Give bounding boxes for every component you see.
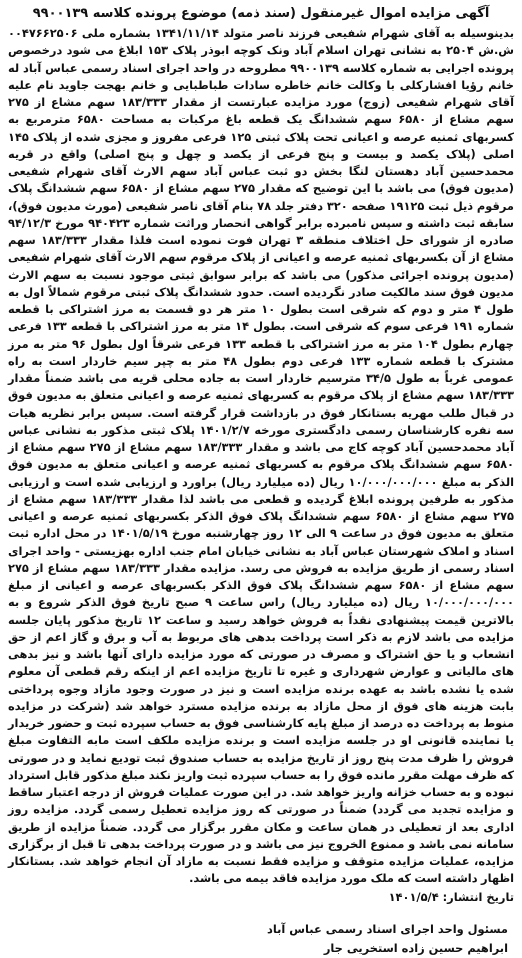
notice-body: بدینوسیله به آقای شهرام شفیعی فرزند ناصر متولد ۱۳۴۱/۱۱/۱۴ بشماره ملی ۰۰۴۷۶۶۲۵۰۶ ش.ش ۲۵۰۴ به نشانی تهران اسلام آباد ونک کوچه ابوذر پلاک ۱۵۳ ابلاغ می شود درخصوص پرونده اجرایی به شماره کلاسه ۹۹۰۰۱۳۹ مطروحه در واحد اجرای اسناد رسمی عباس آباد له خانم رؤیا افشارکلی با وکالت خانم خاطره سادات طباطبایی و خانم بهجت جاوید نام علیه آقای شهرام شفیعی (زوج) مورد مزایده عبارتست از مقدار ۱۸۳/۳۳۳ سهم مشاع از ۲۷۵ سهم مشاع از ۶۵۸۰ سهم ششدانگ یک قطعه باغ مرکبات به مساحت ۶۵۸۰ مترمربع به کسربهای ثمنیه عرصه و اعیانی تحت پلاک ثبتی ۱۲۵ فرعی مفروز و مجزی شده از پلاک ۱۴۵ اصلی (پلاک یکصد و بیست و پنج فرعی از یکصد و چهل و پنج اصلی) واقع در قریه محمدحسین آباد دهستان لنگا بخش دو ثبت عباس آباد سهم الارث آقای شهرام شفیعی (مدیون فوق) می باشد با این توضیح که مقدار ۲۷۵ سهم مشاع از ۶۵۸۰ سهم ششدانگ پلاک مرقوم ذیل ثبت ۱۹۱۲۵ صفحه ۳۲۰ دفتر جلد ۷۸ بنام آقای ناصر شفیعی (مورث مدیون فوق)، سابقه ثبت داشته و سپس نامبرده برابر گواهی انحصار وراثت شماره ۹۴۰۴۲۳ مورخ ۹۴/۱۲/۳ صادره از شورای حل اختلاف منطقه ۳ تهران فوت نموده است فلذا مقدار ۱۸۳/۳۳۳ سهم مشاع از آن بکسربهای ثمنیه عرصه و اعیانی از پلاک مرقوم سهم الارث آقای شهرام شفیعی (مدیون پرونده اجرائی مذکور) می باشد که برابر سوابق ثبتی موجود نسبت به سهم الارث مدیون فوق سند مالکیت صادر نگردیده است. حدود ششدانگ پلاک ثبتی مرقوم شمالاً اول به طول ۴ متر و دوم که شرقی است بطول ۱۰ متر هر دو قسمت به مرز اشتراکی با قطعه شماره ۱۹۱ فرعی سوم که شرقی است. بطول ۱۴ متر به مرز اشتراکی با قطعه ۱۳۳ فرعی چهارم بطول ۱۰۴ متر به مرز اشتراکی با قطعه ۱۳۳ فرعی شرقاً اول بطول ۹۶ متر به مرز مشترک با قطعه شماره ۱۳۳ فرعی دوم بطول ۴۸ متر به چپر سیم خاردار است به راه عمومی غرباً به طول ۳۴/۵ مترسیم خاردار است به جاده محلی قریه می باشد ضمناً مقدار ۱۸۳/۳۳۳ سهم مشاع از پلاک مرقوم به کسربهای ثمنیه عرصه و اعیانی متعلق به مدیون فوق در قبال طلب مهریه بستانکار فوق در بازداشت قرار گرفته است. سپس برابر نظریه هیات سه نفره کارشناسان رسمی دادگستری مورخه ۱۴۰۱/۲/۷ پلاک ثبتی مذکور به نشانی عباس آباد محمدحسین آباد کوچه کاج می باشد و مقدار ۱۸۳/۳۳۳ سهم مشاع از ۲۷۵ سهم مشاع از ۶۵۸۰ سهم ششدانگ پلاک مرقوم به کسربهای ثمنیه عرصه و اعیانی متعلق به مدیون فوق الذکر به مبلغ ۱۰/۰۰۰/۰۰۰/۰۰۰ ریال (ده میلیارد ریال) براورد و ارزیابی شده است و ارزیابی مذکور به طرفین پرونده ابلاغ گردیده و قطعی می باشد لذا مقدار ۱۸۳/۳۳۳ سهم مشاع از ۲۷۵ سهم مشاع از ۶۵۸۰ سهم ششدانگ پلاک فوق الذکر بکسربهای ثمنیه عرصه و اعیانی متعلق به مدیون فوق در ساعت ۹ الی ۱۲ روز چهارشنبه مورخ ۱۴۰۱/۵/۱۹ در محل اداره ثبت اسناد و املاک شهرستان عباس آباد به نشانی خیابان امام جنب اداره بهزیستی - واحد اجرای اسناد رسمی از طریق مزایده به فروش می رسد. مزایده مقدار ۱۸۳/۳۳۳ سهم مشاع از ۲۷۵ سهم مشاع از ۶۵۸۰ سهم ششدانگ پلاک فوق الذکر بکسربهای عرصه و اعیانی از مبلغ ۱۰/۰۰۰/۰۰۰/۰۰۰ ریال (ده میلیارد ریال) راس ساعت ۹ صبح تاریخ فوق الذکر شروع و به بالاترین قیمت پیشنهادی نقداً به فروش خواهد رسید و ساعت ۱۲ تاریخ مذکور پایان جلسه مزایده می باشد لازم به ذکر است پرداخت بدهی های مربوط به آب و برق و گاز اعم از حق انشعاب و یا حق اشتراک و مصرف در صورتی که مورد مزایده دارای آنها باشد و نیز بدهی های مالیاتی و عوارض شهرداری و غیره تا تاریخ مزایده اعم از اینکه رقم قطعی آن معلوم شده یا نشده باشد به عهده برنده مزایده است و نیز در صورت وجود مازاد وجوه پرداختی بابت هزینه های فوق از محل مازاد به برنده مزایده مسترد خواهد شد (شرکت در مزایده منوط به پرداخت ده درصد از مبلغ پایه کارشناسی فوق به حساب سپرده ثبت و حضور خریدار یا نماینده قانونی او در جلسه مزایده است و برنده مزایده ملکف است مابه التفاوت مبلغ فروش را ظرف مدت پنج روز از تاریخ مزایده به حساب صندوق ثبت تودیع نماید و در صورتی که ظرف مهلت مقرر مانده فوق را به حساب سپرده ثبت واریز نکند مبلغ مذکور قابل استرداد نبوده و به حساب خزانه واریز خواهد شد. در این صورت عملیات فروش از درجه اعتبار ساقط و مزایده تجدید می گردد) ضمناً در صورتی که روز مزایده تعطیل رسمی گردد. مزایده روز اداری بعد از تعطیلی در همان ساعت و مکان مقرر برگزار می گردد. ضمناً مزایده از طریق سامانه نمی باشد و ممنوع الخروج نیز می باشد و در صورت پرداخت بدهی تا قبل از برگزاری مزایده، عملیات مزایده متوقف و مزایده فقط نسبت به مازاد آن انجام خواهد شد. بستانکار اظهار داشته است که ملک مورد مزایده فاقد بیمه می باشد. — [8, 26, 515, 886]
signature-name: ابراهیم حسین زاده استخریی جار — [323, 940, 508, 955]
signature-block — [8, 920, 514, 958]
signature-title: مسئول واحد اجرای اسناد رسمی عباس آباد — [267, 921, 508, 936]
notice-title: آگهی مزایده اموال غیرمنقول (سند ذمه) موضوع پرونده کلاسه ۹۹۰۰۱۳۹ — [32, 6, 490, 21]
publish-date: تاریخ انتشار: ۱۴۰۱/۵/۴ — [388, 889, 514, 904]
